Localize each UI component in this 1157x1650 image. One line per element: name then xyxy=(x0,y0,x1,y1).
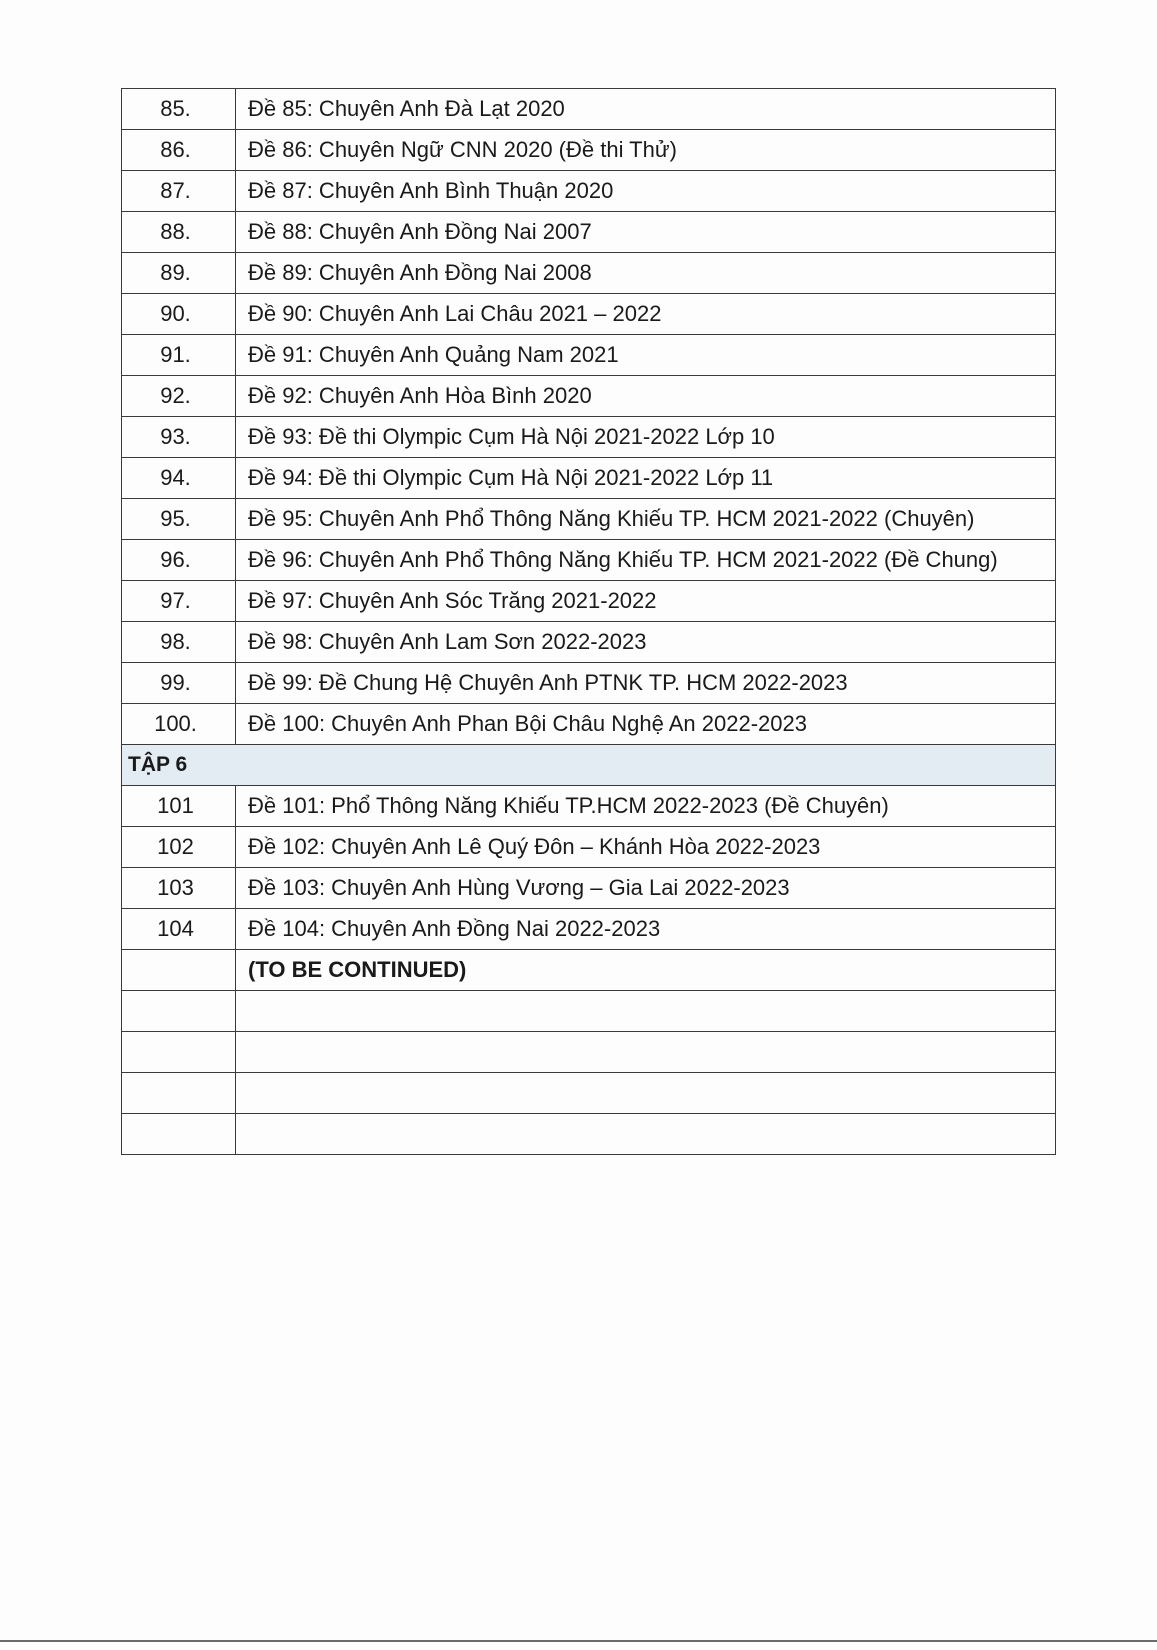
table-row xyxy=(122,417,1056,458)
row-number: 91. xyxy=(122,335,236,376)
row-number: 104 xyxy=(122,909,236,950)
empty-cell xyxy=(236,1114,1056,1155)
row-number-empty xyxy=(122,950,236,991)
row-title: Đề 97: Chuyên Anh Sóc Trăng 2021-2022 xyxy=(236,581,1056,622)
table-row xyxy=(122,458,1056,499)
row-title: Đề 101: Phổ Thông Năng Khiếu TP.HCM 2022-2023 (Đề Chuyên) xyxy=(236,786,1056,827)
row-number: 89. xyxy=(122,253,236,294)
row-title: Đề 103: Chuyên Anh Hùng Vương – Gia Lai 2022-2023 xyxy=(236,868,1056,909)
row-title: Đề 92: Chuyên Anh Hòa Bình 2020 xyxy=(236,376,1056,417)
row-title: Đề 89: Chuyên Anh Đồng Nai 2008 xyxy=(236,253,1056,294)
row-number: 97. xyxy=(122,581,236,622)
row-number: 92. xyxy=(122,376,236,417)
row-title: Đề 90: Chuyên Anh Lai Châu 2021 – 2022 xyxy=(236,294,1056,335)
row-title: Đề 102: Chuyên Anh Lê Quý Đôn – Khánh Hòa 2022-2023 xyxy=(236,827,1056,868)
table-row xyxy=(122,909,1056,950)
row-number: 98. xyxy=(122,622,236,663)
table-row xyxy=(122,499,1056,540)
table-row xyxy=(122,827,1056,868)
table-row xyxy=(122,130,1056,171)
empty-row xyxy=(122,1073,1056,1114)
empty-cell xyxy=(236,991,1056,1032)
table-row xyxy=(122,622,1056,663)
table-row xyxy=(122,253,1056,294)
empty-row xyxy=(122,1114,1056,1155)
row-title: Đề 88: Chuyên Anh Đồng Nai 2007 xyxy=(236,212,1056,253)
row-number: 94. xyxy=(122,458,236,499)
row-number: 95. xyxy=(122,499,236,540)
row-title: Đề 104: Chuyên Anh Đồng Nai 2022-2023 xyxy=(236,909,1056,950)
empty-cell xyxy=(122,1114,236,1155)
table-row xyxy=(122,212,1056,253)
row-number: 87. xyxy=(122,171,236,212)
table-row xyxy=(122,704,1056,745)
section-row xyxy=(122,745,1056,786)
row-number: 103 xyxy=(122,868,236,909)
row-title: Đề 93: Đề thi Olympic Cụm Hà Nội 2021-2022 Lớp 10 xyxy=(236,417,1056,458)
page-bottom-edge-line xyxy=(0,1640,1157,1642)
continued-label: (TO BE CONTINUED) xyxy=(236,950,1056,991)
row-number: 93. xyxy=(122,417,236,458)
empty-cell xyxy=(236,1032,1056,1073)
row-number: 100. xyxy=(122,704,236,745)
table-row xyxy=(122,89,1056,130)
empty-cell xyxy=(122,991,236,1032)
table-row xyxy=(122,171,1056,212)
row-title: Đề 91: Chuyên Anh Quảng Nam 2021 xyxy=(236,335,1056,376)
empty-row xyxy=(122,991,1056,1032)
table-row xyxy=(122,376,1056,417)
row-number: 88. xyxy=(122,212,236,253)
empty-cell xyxy=(236,1073,1056,1114)
row-number: 96. xyxy=(122,540,236,581)
table-row xyxy=(122,786,1056,827)
row-title: Đề 86: Chuyên Ngữ CNN 2020 (Đề thi Thử) xyxy=(236,130,1056,171)
empty-cell xyxy=(122,1073,236,1114)
table-row xyxy=(122,294,1056,335)
row-title: Đề 100: Chuyên Anh Phan Bội Châu Nghệ An 2022-2023 xyxy=(236,704,1056,745)
row-number: 85. xyxy=(122,89,236,130)
row-number: 101 xyxy=(122,786,236,827)
row-number: 102 xyxy=(122,827,236,868)
row-number: 90. xyxy=(122,294,236,335)
row-title: Đề 99: Đề Chung Hệ Chuyên Anh PTNK TP. HCM 2022-2023 xyxy=(236,663,1056,704)
row-title: Đề 85: Chuyên Anh Đà Lạt 2020 xyxy=(236,89,1056,130)
row-title: Đề 95: Chuyên Anh Phổ Thông Năng Khiếu TP. HCM 2021-2022 (Chuyên) xyxy=(236,499,1056,540)
row-number: 99. xyxy=(122,663,236,704)
section-label: TẬP 6 xyxy=(122,745,1056,786)
table-row xyxy=(122,663,1056,704)
table-row xyxy=(122,581,1056,622)
row-number: 86. xyxy=(122,130,236,171)
table-row xyxy=(122,335,1056,376)
table-row xyxy=(122,540,1056,581)
contents-table-body xyxy=(122,89,1056,1155)
continued-row xyxy=(122,950,1056,991)
row-title: Đề 96: Chuyên Anh Phổ Thông Năng Khiếu TP. HCM 2021-2022 (Đề Chung) xyxy=(236,540,1056,581)
empty-row xyxy=(122,1032,1056,1073)
row-title: Đề 98: Chuyên Anh Lam Sơn 2022-2023 xyxy=(236,622,1056,663)
contents-table xyxy=(121,88,1056,1155)
table-row xyxy=(122,868,1056,909)
row-title: Đề 94: Đề thi Olympic Cụm Hà Nội 2021-2022 Lớp 11 xyxy=(236,458,1056,499)
row-title: Đề 87: Chuyên Anh Bình Thuận 2020 xyxy=(236,171,1056,212)
empty-cell xyxy=(122,1032,236,1073)
